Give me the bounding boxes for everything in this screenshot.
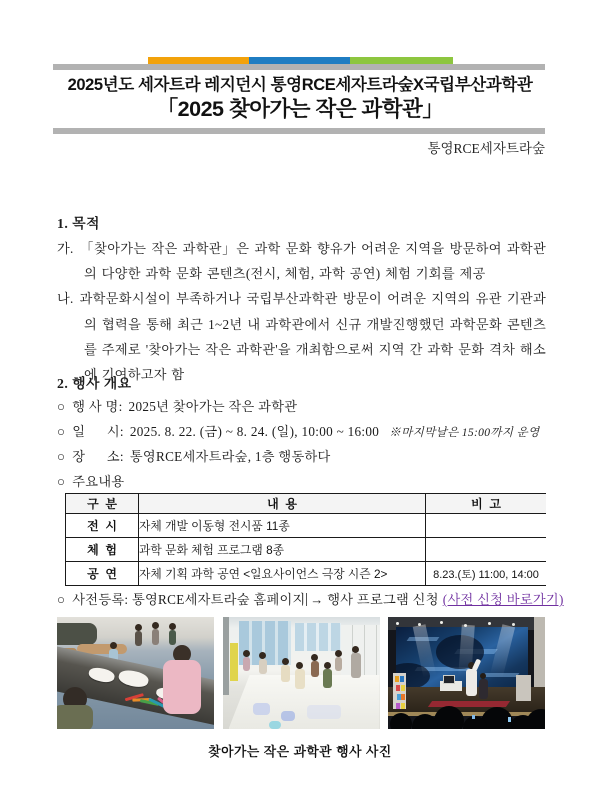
audience-silhouettes-shape: [390, 713, 412, 729]
child-figure-front: [295, 669, 305, 689]
preregistration-text-arrow: → 행사 프로그램 신청: [310, 592, 439, 607]
overview-label: 행 사 명:: [72, 399, 123, 414]
color-bar-orange: [148, 57, 249, 64]
table-header-row: [66, 494, 547, 514]
stage-edge-shape: [388, 712, 545, 716]
photo-caption: 찾아가는 작은 과학관 행사 사진: [208, 744, 392, 759]
photo-interactive-floor: [223, 617, 380, 729]
background-person-figure: [335, 657, 342, 671]
purpose-item-text: 「찾아가는 작은 과학관」은 과학 문화 향유가 어려운 지역을 방문하여 과학관의 다양한 과학 문화 콘텐츠(전시, 체험, 과학 공연) 체험 기회를 제공: [79, 241, 546, 282]
stage-lights-shape: [396, 622, 399, 625]
photo-craft-activity: [57, 617, 214, 729]
header-color-bar: [148, 57, 453, 64]
table-cell-category: 공 연: [66, 562, 139, 586]
floor-projection-shape: [269, 721, 281, 729]
table-cell-content: 자체 기획 과학 공연 <일요사이언스 극장 시즌 2>: [139, 562, 426, 586]
text-caret: [306, 593, 307, 606]
child-figure: [259, 659, 267, 674]
purpose-item-marker: 나.: [57, 291, 74, 307]
mural-panel-shape: [295, 623, 341, 651]
photo-science-show: [388, 617, 545, 729]
background-person-figure: [135, 631, 142, 646]
table-cell-remark: 8.23.(토) 11:00, 14:00: [426, 562, 547, 586]
color-bar-blue: [249, 57, 350, 64]
column-header-content: 내 용: [139, 494, 426, 514]
overview-label: 일 시:: [72, 423, 124, 439]
column-header-category: 구 분: [66, 494, 139, 514]
yellow-wall-stripe: [230, 643, 238, 681]
paper-craft-shape: [88, 666, 116, 684]
circle-bullet-icon: ○: [57, 473, 66, 489]
bottle-shelf-shape: [393, 673, 406, 709]
document-title: 「2025 찾아가는 작은 과학관」: [156, 97, 444, 121]
performer-figure: [466, 669, 477, 696]
purpose-item-marker: 가.: [57, 241, 74, 256]
floor-projection-shape: [307, 705, 341, 719]
child-participant-figure: [479, 679, 488, 699]
paper-craft-shape: [117, 668, 149, 689]
header-rule-top: [53, 64, 545, 70]
preregistration-text: 사전등록: 통영RCE세자트라숲 홈페이지: [72, 592, 306, 607]
purpose-item-text: 과학문화시설이 부족하거나 국립부산과학관 방문이 어려운 지역의 유관 기관과의 협력을 통해 최근 1~2년 내 과학관에서 신규 개발진행했던 과학문화 콘텐츠를 주제로 '찾아가는 작은 과학관'을 개최함으로써 지역 간 과학 문화 격차 해소에 기여하고자 함: [79, 291, 546, 383]
overview-value: 2025년 찾아가는 작은 과학관: [128, 399, 298, 414]
exhibit-backdrop-shape: [57, 623, 97, 645]
table-cell-category: 체 험: [66, 538, 139, 562]
child-figure: [323, 669, 332, 688]
circle-bullet-icon: ○: [57, 423, 66, 439]
circle-bullet-icon: ○: [57, 449, 66, 465]
preregistration-line: [57, 589, 564, 608]
red-carpet-shape: [428, 701, 510, 707]
table-cell-category: 전 시: [66, 514, 139, 538]
column-header-remark: 비 고: [426, 494, 547, 514]
overview-value: [124, 474, 130, 489]
side-wall-shape: [534, 617, 545, 697]
child-figure: [281, 665, 290, 682]
phone-glow-shape: [508, 717, 511, 722]
overview-note: ※마지막날은 15:00까지 운영: [389, 425, 540, 439]
circle-bullet-icon: ○: [57, 399, 66, 414]
overview-label: 주요내용: [72, 473, 125, 489]
child-body-shape: [57, 705, 93, 729]
overview-list: [57, 395, 546, 494]
section-heading-overview: 2. 행사 개요: [57, 376, 132, 391]
color-bar-green: [350, 57, 453, 64]
phone-glow-shape: [472, 715, 475, 719]
background-person-figure: [169, 630, 176, 645]
table-cell-remark: [426, 514, 547, 538]
background-person-figure: [152, 629, 159, 645]
table-row-experience: [66, 538, 547, 562]
overview-value: 통영RCE세자트라숲, 1층 행동하다: [129, 449, 331, 465]
overview-event-name: [57, 395, 546, 420]
floor-projection-shape: [253, 703, 270, 715]
right-shelf-shape: [516, 675, 531, 701]
table-row-performance: [66, 562, 547, 586]
overview-venue: [57, 445, 546, 470]
child-figure: [311, 661, 319, 677]
monitor-shape: [443, 675, 455, 684]
organization-name: 통영RCE세자트라숲: [427, 141, 545, 156]
child-body-pink-shape: [163, 660, 201, 714]
program-table: [65, 493, 546, 586]
overview-value: 2025. 8. 22. (금) ~ 8. 24. (일), 10:00 ~ 16:00: [129, 423, 380, 439]
overview-label: 장 소:: [72, 449, 124, 465]
photo-row: [57, 617, 545, 730]
colored-bottles-shape: [395, 676, 399, 682]
older-child-figure: [351, 653, 361, 678]
wall-column-shape: [223, 617, 229, 695]
background-person-figure: [243, 657, 250, 671]
purpose-body: [57, 236, 546, 387]
table-cell-remark: [426, 538, 547, 562]
floor-projection-shape: [281, 711, 295, 721]
document-subtitle: 2025년도 세자트라 레지던시 통영RCE세자트라숲X국립부산과학관: [67, 76, 533, 94]
section-heading-purpose: 1. 목적: [57, 216, 100, 231]
overview-datetime: [57, 420, 546, 446]
circle-bullet-icon: ○: [57, 592, 66, 607]
header-rule-bottom: [53, 128, 545, 134]
table-row-exhibition: [66, 514, 547, 538]
preregistration-link[interactable]: (사전 신청 바로가기): [442, 592, 564, 607]
purpose-item-ga: [57, 236, 546, 286]
overview-main-contents: [57, 470, 546, 495]
table-cell-content: 자체 개발 이동형 전시품 11종: [139, 514, 426, 538]
table-cell-content: 과학 문화 체험 프로그램 8종: [139, 538, 426, 562]
